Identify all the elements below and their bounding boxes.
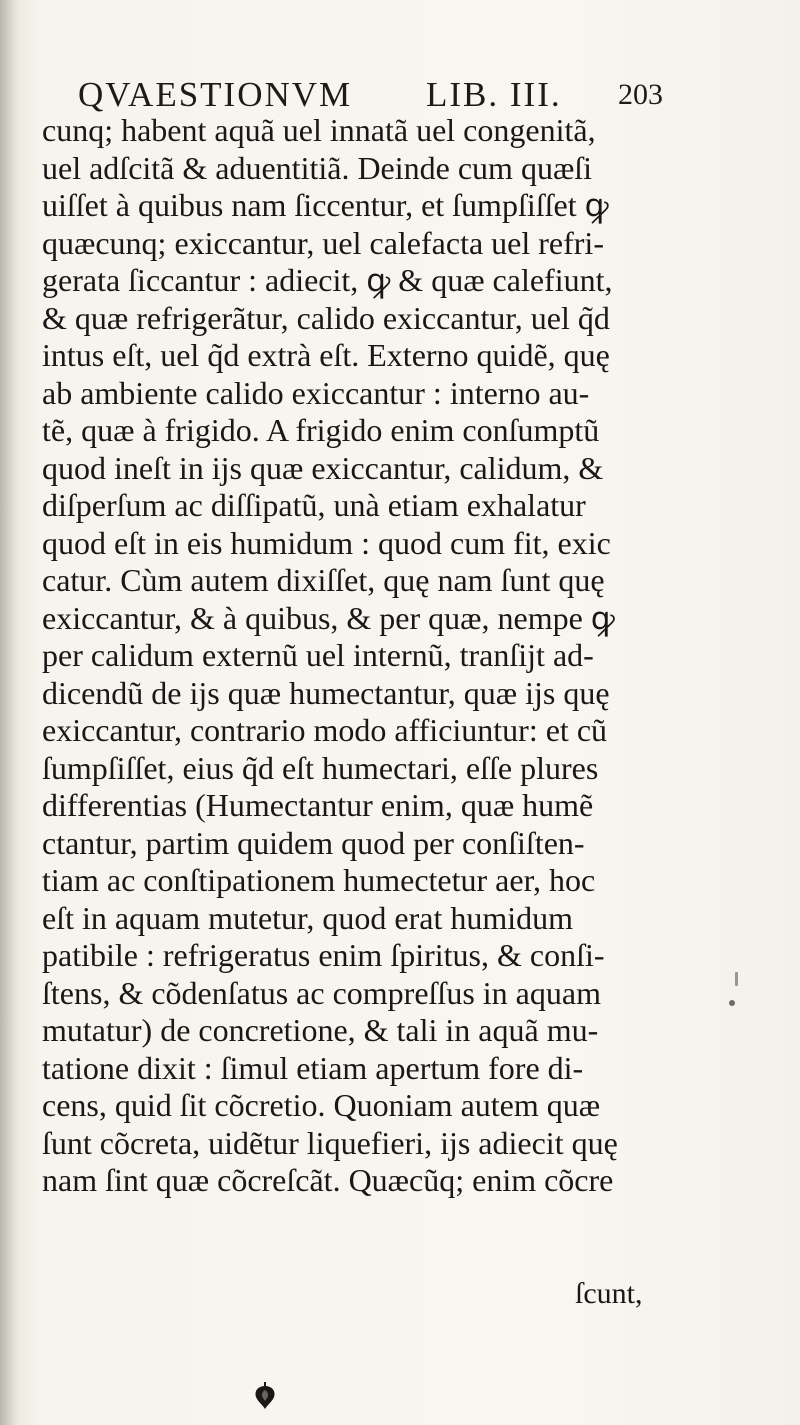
text-line: dicendũ de ijs quæ humectantur, quæ ijs quę <box>42 674 610 711</box>
text-line: tẽ, quæ à frigido. A frigido enim conſumptũ <box>42 412 600 448</box>
text-line: patibile : refrigeratus enim ſpiritus, & conſi- <box>42 937 605 973</box>
text-line: quod ineſt in ijs quæ exiccantur, calidum, & <box>42 449 604 486</box>
text-line: quod eſt in eis humidum : quod cum fit, exic <box>42 524 611 561</box>
text-line: ſtens, & cõdenſatus ac compreſſus in aquam <box>42 974 601 1011</box>
margin-speck <box>735 972 738 986</box>
text-line: tiam ac conſtipationem humectetur aer, hoc <box>42 862 596 898</box>
text-line: uel adſcitã & aduentitiã. Deinde cum quæſi <box>42 149 593 186</box>
text-line: ſunt cõcreta, uidẽtur liquefieri, ijs adiecit quę <box>42 1124 618 1161</box>
text-line: quæcunq; exiccantur, uel calefacta uel refri- <box>42 224 604 261</box>
text-line: exiccantur, contrario modo afficiuntur: et cũ <box>42 712 608 748</box>
text-line: intus eſt, uel q̃d extrà eſt. Externo quidẽ, quę <box>42 337 610 373</box>
text-line: nam ſint quæ cõcreſcãt. Quæcũq; enim cõcre <box>42 1162 614 1198</box>
margin-speck <box>729 1000 735 1006</box>
catchword: ſcunt, <box>575 1277 643 1310</box>
page-number: 203 <box>618 78 663 111</box>
text-line: uiſſet à quibus nam ſiccentur, et ſumpſiſſet ꝙ <box>42 187 609 223</box>
gutter-shadow <box>0 0 18 1425</box>
body-text <box>42 112 692 1200</box>
text-line: cens, quid ſit cõcretio. Quoniam autem quæ <box>42 1087 601 1123</box>
text-line: ab ambiente calido exiccantur : interno au- <box>42 374 590 411</box>
running-head-book: LIB. III. <box>426 75 562 114</box>
text-line: eſt in aquam mutetur, quod erat humidum <box>42 899 574 936</box>
text-line: ſumpſiſſet, eius q̃d eſt humectari, eſſe plures <box>42 749 599 786</box>
fleuron-icon <box>250 1382 280 1412</box>
text-line: ctantur, partim quidem quod per conſiſten- <box>42 824 585 861</box>
text-line: cunq; habent aquã uel innatã uel congenitã, <box>42 112 596 148</box>
text-line: & quæ refrigerãtur, calido exiccantur, uel q̃d <box>42 299 610 336</box>
text-line: diſperſum ac diſſipatũ, unà etiam exhalatur <box>42 487 586 523</box>
text-line: catur. Cùm autem dixiſſet, quę nam ſunt quę <box>42 562 605 598</box>
text-line: exiccantur, & à quibus, & per quæ, nempe ꝙ <box>42 599 615 636</box>
text-line: differentias (Humectantur enim, quæ humẽ <box>42 787 594 823</box>
text-line: gerata ſiccantur : adiecit, ꝙ & quæ calefiunt, <box>42 262 613 298</box>
text-line: per calidum externũ uel internũ, tranſijt ad- <box>42 637 594 673</box>
text-line: mutatur) de concretione, & tali in aquã mu- <box>42 1012 599 1048</box>
text-line: tatione dixit : ſimul etiam apertum fore di- <box>42 1049 584 1086</box>
running-head-title: QVAESTIONVM <box>78 75 353 114</box>
